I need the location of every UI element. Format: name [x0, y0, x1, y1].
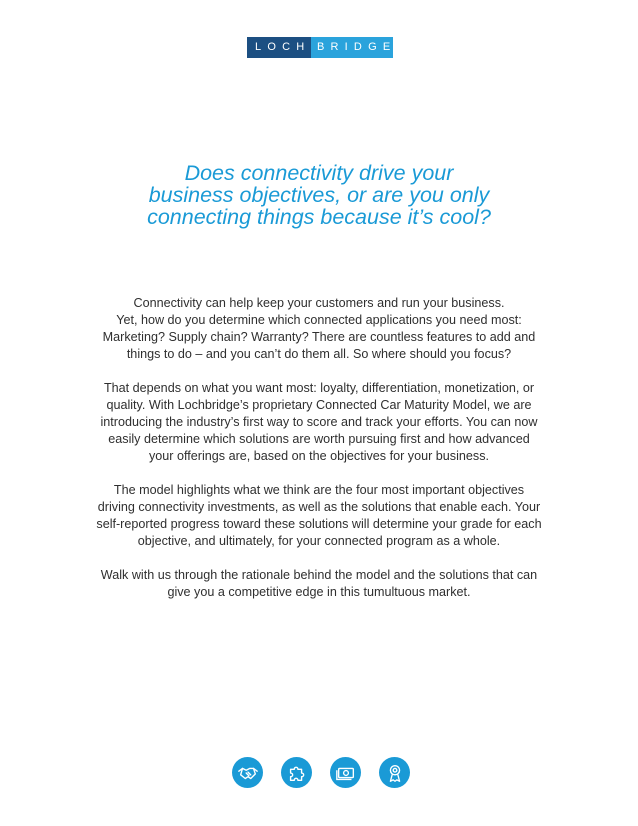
text-line: objective, and ultimately, for your connected program as a whole. [137, 534, 501, 548]
body-text [70, 295, 568, 618]
page-headline [70, 162, 568, 228]
logo-text-left: LOCH [247, 37, 311, 58]
lochbridge-logo [247, 37, 397, 58]
paragraph-1 [70, 295, 568, 363]
text-line: Yet, how do you determine which connected applications you need most: [116, 313, 522, 327]
paragraph-2 [70, 380, 568, 465]
text-line: Walk with us through the rationale behind the model and the solutions that can [100, 568, 538, 582]
text-line: your offerings are, based on the objectives for your business. [149, 449, 489, 463]
text-line: things to do – and you can’t do them all. So where should you focus? [126, 347, 512, 361]
headline-line: business objectives, or are you only [148, 183, 490, 207]
paragraph-3 [70, 482, 568, 550]
headline-line: Does connectivity drive your [184, 161, 454, 185]
text-line: The model highlights what we think are the four most important objectives [113, 483, 525, 497]
objective-icons [232, 757, 410, 789]
paragraph-4 [70, 567, 568, 601]
text-line: quality. With Lochbridge’s proprietary Connected Car Maturity Model, we are [106, 398, 532, 412]
text-line: self-reported progress toward these solutions will determine your grade for each [96, 517, 542, 531]
puzzle-icon [281, 757, 312, 788]
text-line: introducing the industry’s first way to score and track your efforts. You can now [100, 415, 538, 429]
handshake-icon [232, 757, 263, 788]
text-line: give you a competitive edge in this tumultuous market. [167, 585, 471, 599]
text-line: That depends on what you want most: loyalty, differentiation, monetization, or [103, 381, 535, 395]
text-line: easily determine which solutions are worth pursuing first and how advanced [108, 432, 530, 446]
text-line: Marketing? Supply chain? Warranty? There are countless features to add and [102, 330, 536, 344]
headline-line: connecting things because it’s cool? [147, 205, 491, 229]
text-line: driving connectivity investments, as well as the solutions that enable each. Your [97, 500, 541, 514]
money-icon [330, 757, 361, 788]
logo-text-right: BRIDGE [311, 37, 393, 58]
award-ribbon-icon [379, 757, 410, 788]
text-line: Connectivity can help keep your customers and run your business. [133, 296, 505, 310]
